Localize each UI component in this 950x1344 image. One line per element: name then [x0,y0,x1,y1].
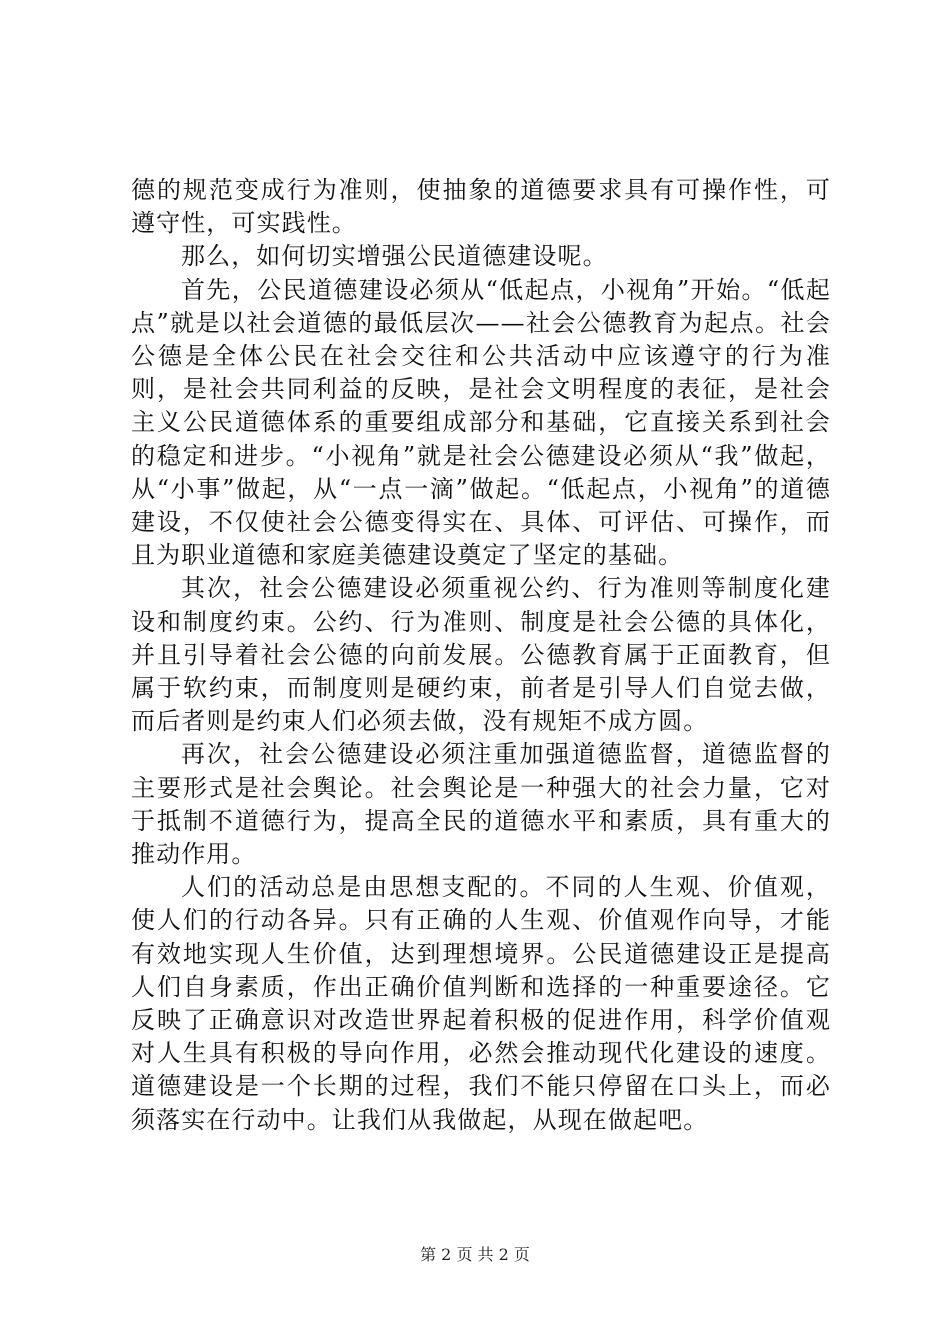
paragraph-second-point: 其次，社会公德建设必须重视公约、行为准则等制度化建设和制度约束。公约、行为准则、制度是社会公德的具体化，并且引导着社会公德的向前发展。公德教育属于正面教育，但属于软约束，而制度则是硬约束，前者是引导人们自觉去做，而后者则是约束人们必须去做，没有规矩不成方圆。 [131,574,831,736]
page-number-footer: 第 2 页 共 2 页 [420,1245,530,1264]
paragraph-third-point: 再次，社会公德建设必须注重加强道德监督，道德监督的主要形式是社会舆论。社会舆论是一种强大的社会力量，它对于抵制不道德行为，提高全民的道德水平和素质，具有重大的推动作用。 [131,740,831,869]
paragraph-conclusion: 人们的活动总是由思想支配的。不同的人生观、价值观，使人们的行动各异。只有正确的人生观、价值观作向导，才能有效地实现人生价值，达到理想境界。公民道德建设正是提高人们自身素质，作出正确价值判断和选择的一种重要途径。它反映了正确意识对改造世界起着积极的促进作用，科学价值观对人生具有积极的导向作用，必然会推动现代化建设的速度。道德建设是一个长期的过程，我们不能只停留在口头上，而必须落实在行动中。让我们从我做起，从现在做起吧。 [131,873,831,1134]
paragraph-continuation: 德的规范变成行为准则，使抽象的道德要求具有可操作性，可遵守性，可实践性。 [131,176,831,238]
document-body [131,174,831,1137]
paragraph-first-point: 首先，公民道德建设必须从“低起点，小视角”开始。“低起点”就是以社会道德的最低层次——社会公德教育为起点。社会公德是全体公民在社会交往和公共活动中应该遵守的行为准则，是社会共同利益的反映，是社会文明程度的表征，是社会主义公民道德体系的重要组成部分和基础，它直接关系到社会的稳定和进步。“小视角”就是社会公德建设必须从“我”做起，从“小事”做起，从“一点一滴”做起。“低起点，小视角”的道德建设，不仅使社会公德变得实在、具体、可评估、可操作，而且为职业道德和家庭美德建设奠定了坚定的基础。 [131,275,831,570]
paragraph-question: 那么，如何切实增强公民道德建设呢。 [181,242,608,271]
